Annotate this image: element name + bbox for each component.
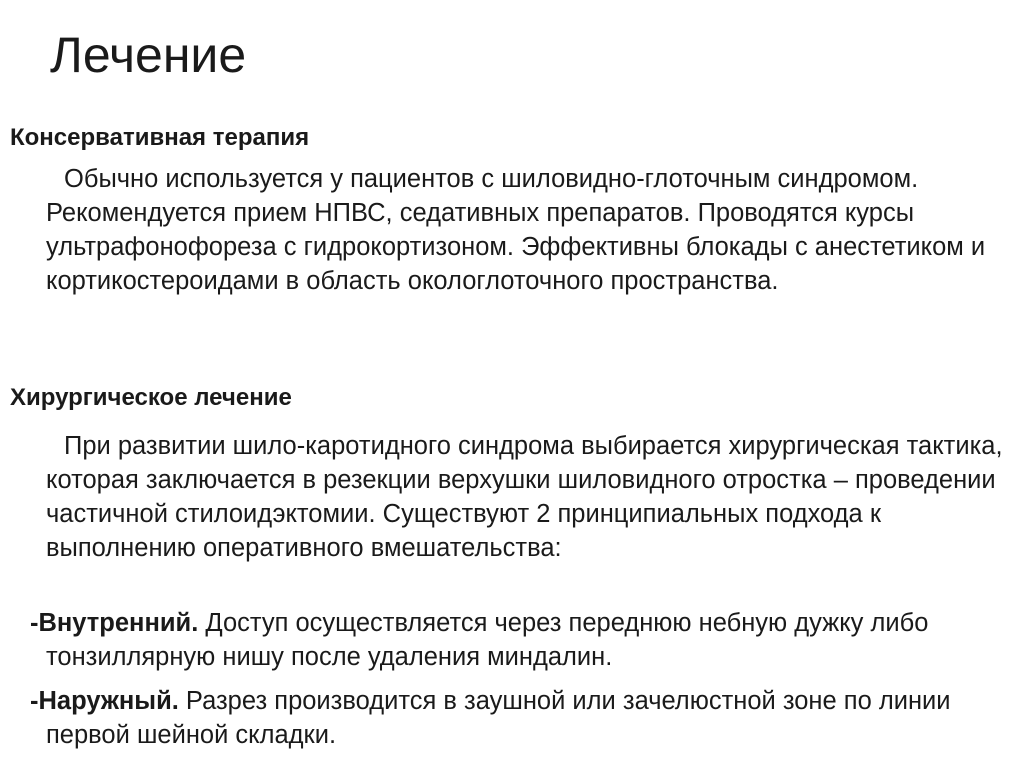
section-text-surgical (46, 429, 1006, 565)
conservative-text: Обычно используется у пациентов с шиловидно-глоточным синдромом. Рекомендуется прием НПВС, седативных препаратов. Проводятся курсы ультрафонофореза с гидрокортизоном. Эффективны блокады с анестетиком и кортикостероидами в область окологлоточного пространства. (46, 165, 986, 295)
approach-internal-label: -Внутренний. (30, 609, 199, 637)
approach-internal (30, 606, 1024, 674)
approach-internal-text: Доступ осуществляется через переднюю небную дужку либо тонзиллярную нишу после удаления миндалин. (46, 609, 929, 671)
approach-external-text: Разрез производится в заушной или зачелюстной зоне по линии первой шейной складки. (46, 687, 951, 749)
approach-external-label: -Наружный. (30, 687, 179, 715)
slide-title: Лечение (50, 27, 247, 83)
section-heading-surgical: Хирургическое лечение (10, 384, 292, 411)
surgical-text: При развитии шило-каротидного синдрома выбирается хирургическая тактика, которая заключается в резекции верхушки шиловидного отростка – проведении частичной стилоидэктомии. Существуют 2 принципиальных подхода к выполнению оперативного вмешательства: (46, 432, 1003, 562)
approach-external (30, 684, 1024, 752)
section-heading-conservative: Консервативная терапия (10, 124, 310, 151)
section-text-conservative (46, 162, 1006, 298)
